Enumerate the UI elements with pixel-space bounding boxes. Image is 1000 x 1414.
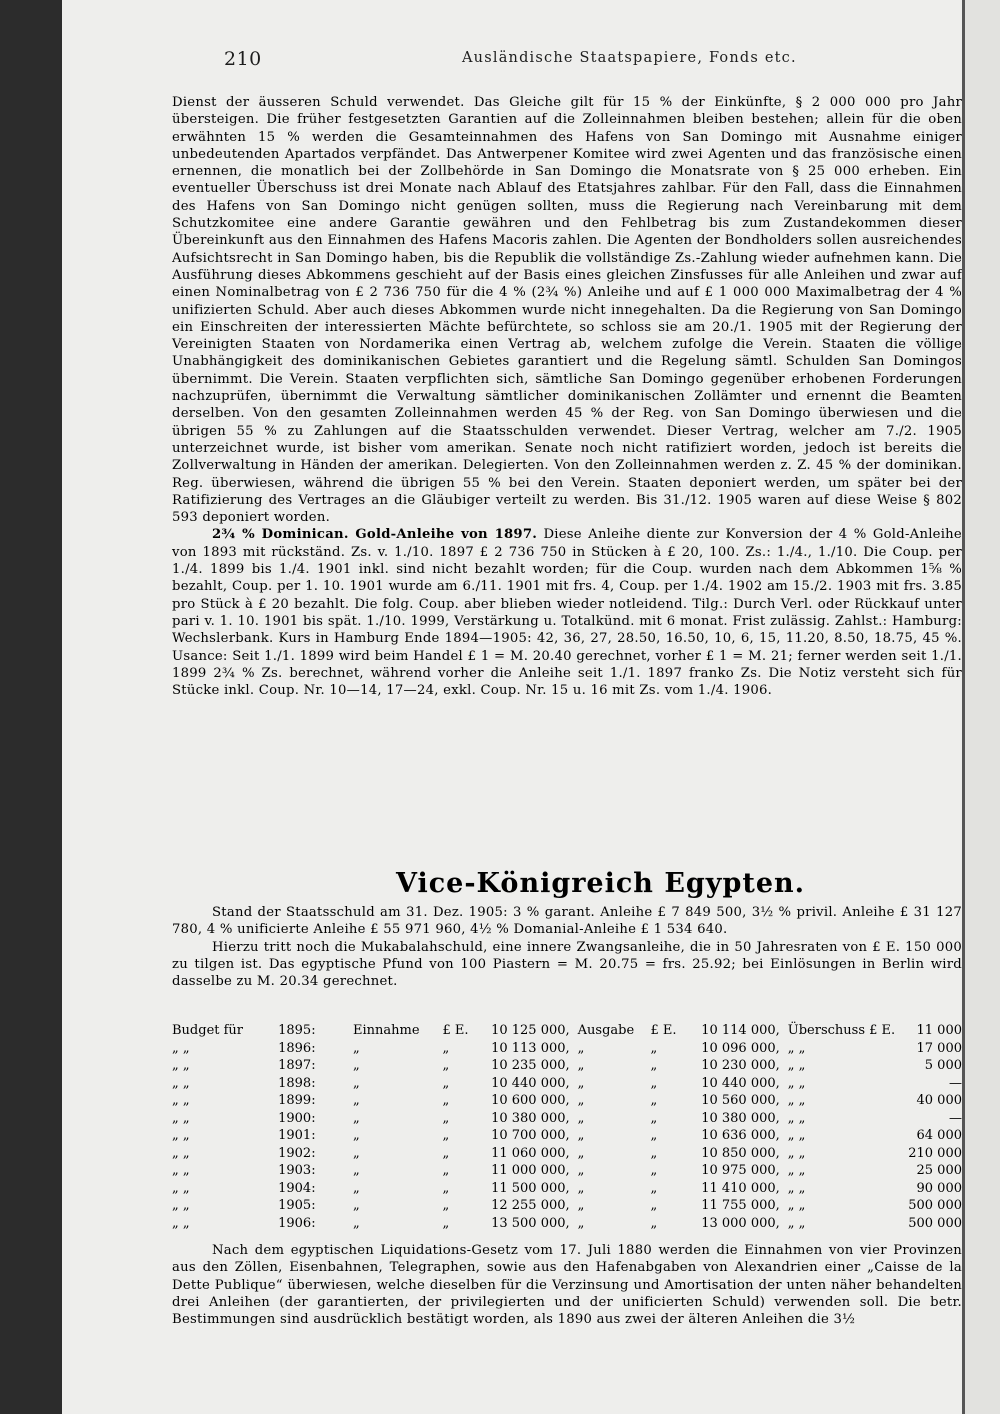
budget-surplus-label-cell: „ „	[787, 1198, 806, 1213]
budget-income-label-cell: „	[353, 1058, 360, 1073]
budget-label-cell: „ „	[172, 1058, 190, 1073]
budget-row	[172, 1057, 962, 1075]
budget-income-cell: 10 113 000,	[491, 1040, 570, 1056]
budget-income-cell: 13 500 000,	[491, 1215, 570, 1231]
budget-year-cell: 1901:	[278, 1128, 316, 1143]
budget-expense-label-cell: „	[577, 1075, 585, 1091]
budget-surplus-cell: 500 000	[908, 1198, 962, 1213]
budget-income-label-cell: „	[353, 1163, 360, 1178]
budget-label-cell: „ „	[172, 1198, 190, 1213]
budget-label-cell: „ „	[172, 1215, 190, 1231]
budget-year-cell: 1899:	[278, 1093, 316, 1108]
budget-surplus-label-cell: „ „	[787, 1128, 806, 1143]
budget-income-cell: 10 380 000,	[491, 1110, 570, 1126]
budget-expense-cell: 11 755 000,	[701, 1198, 780, 1213]
facing-page-edge	[962, 0, 1000, 1414]
budget-label-cell: „ „	[172, 1075, 190, 1091]
budget-surplus-label-cell: „ „	[787, 1093, 806, 1108]
budget-income-cell: 11 060 000,	[491, 1145, 570, 1161]
budget-income-cell: 11 000 000,	[491, 1163, 570, 1178]
budget-surplus-label-cell: „ „	[787, 1075, 806, 1091]
budget-row	[172, 1180, 962, 1198]
budget-expense-label-cell: „	[577, 1110, 585, 1126]
budget-income-currency-cell: „	[442, 1215, 450, 1231]
budget-expense-currency-cell: £ E.	[650, 1023, 677, 1038]
budget-income-label-cell: „	[353, 1180, 360, 1196]
budget-income-cell: 10 125 000,	[491, 1023, 570, 1038]
budget-label-cell: „ „	[172, 1180, 190, 1196]
budget-surplus-label-cell: „ „	[787, 1145, 806, 1161]
budget-surplus-cell: 64 000	[916, 1128, 962, 1143]
budget-expense-currency-cell: „	[650, 1058, 658, 1073]
budget-row	[172, 1127, 962, 1145]
budget-surplus-label-cell: „ „	[787, 1215, 806, 1231]
budget-expense-label-cell: „	[577, 1040, 585, 1056]
budget-surplus-label-cell: „ „	[787, 1058, 806, 1073]
budget-income-currency-cell: „	[442, 1180, 450, 1196]
budget-expense-label-cell: „	[577, 1215, 585, 1231]
budget-income-label-cell: „	[353, 1145, 360, 1161]
page-paper	[62, 0, 962, 1414]
budget-expense-cell: 10 230 000,	[701, 1058, 780, 1073]
budget-surplus-cell: —	[949, 1110, 962, 1126]
budget-surplus-cell: 210 000	[908, 1145, 962, 1161]
budget-expense-cell: 10 636 000,	[701, 1128, 780, 1143]
budget-income-cell: 12 255 000,	[491, 1198, 570, 1213]
budget-expense-cell: 10 114 000,	[701, 1023, 780, 1038]
budget-expense-cell: 10 380 000,	[701, 1110, 780, 1126]
budget-income-currency-cell: „	[442, 1145, 450, 1161]
budget-income-label-cell: „	[353, 1040, 360, 1056]
egypt-mukabalah-paragraph: Hierzu tritt noch die Mukabalahschuld, eine innere Zwangsanleihe, die in 50 Jahresraten von £ E. 150 000 zu tilgen ist. Das egyptische Pfund von 100 Piastern = M. 20.75 = frs. 25.92; bei Einlösungen in Berlin wird dasselbe zu M. 20.34 gerechnet.	[172, 939, 962, 990]
budget-expense-cell: 10 850 000,	[701, 1145, 780, 1161]
budget-surplus-label-cell: „ „	[787, 1180, 806, 1196]
egypt-section-title: Vice-Königreich Egypten.	[396, 868, 806, 899]
budget-year-cell: 1906:	[278, 1215, 316, 1231]
budget-surplus-label-cell: „ „	[787, 1163, 806, 1178]
page-number: 210	[224, 48, 262, 70]
budget-label-cell: Budget für	[172, 1023, 244, 1038]
budget-row	[172, 1145, 962, 1163]
budget-row	[172, 1162, 962, 1180]
budget-surplus-cell: 5 000	[924, 1058, 962, 1073]
budget-row	[172, 1110, 962, 1128]
budget-income-currency-cell: „	[442, 1040, 450, 1056]
budget-income-cell: 11 500 000,	[491, 1180, 570, 1196]
dominican-loan-paragraph	[172, 526, 962, 699]
budget-expense-currency-cell: „	[650, 1215, 658, 1231]
budget-income-currency-cell: „	[442, 1110, 450, 1126]
budget-expense-label-cell: „	[577, 1198, 585, 1213]
budget-label-cell: „ „	[172, 1163, 190, 1178]
budget-year-cell: 1902:	[278, 1145, 316, 1161]
egypt-intro	[172, 904, 962, 990]
budget-label-cell: „ „	[172, 1128, 190, 1143]
budget-surplus-cell: 17 000	[916, 1040, 962, 1056]
budget-income-currency-cell: £ E.	[442, 1023, 469, 1038]
budget-income-label-cell: „	[353, 1093, 360, 1108]
budget-income-currency-cell: „	[442, 1075, 450, 1091]
budget-row	[172, 1075, 962, 1093]
budget-row	[172, 1197, 962, 1215]
budget-surplus-cell: 11 000	[916, 1023, 962, 1038]
budget-expense-label-cell: „	[577, 1180, 585, 1196]
budget-label-cell: „ „	[172, 1145, 190, 1161]
budget-expense-currency-cell: „	[650, 1198, 658, 1213]
budget-income-cell: 10 235 000,	[491, 1058, 570, 1073]
budget-expense-currency-cell: „	[650, 1180, 658, 1196]
budget-expense-currency-cell: „	[650, 1093, 658, 1108]
budget-income-currency-cell: „	[442, 1128, 450, 1143]
budget-row	[172, 1040, 962, 1058]
page-fold	[962, 0, 965, 1414]
budget-income-label-cell: „	[353, 1110, 360, 1126]
budget-surplus-cell: 40 000	[916, 1093, 962, 1108]
budget-expense-currency-cell: „	[650, 1163, 658, 1178]
budget-expense-label-cell: „	[577, 1093, 585, 1108]
budget-surplus-label-cell: Überschuss £ E.	[787, 1023, 896, 1038]
budget-income-cell: 10 440 000,	[491, 1075, 570, 1091]
budget-expense-cell: 10 975 000,	[701, 1163, 780, 1178]
budget-expense-cell: 10 440 000,	[701, 1075, 780, 1091]
budget-label-cell: „ „	[172, 1040, 190, 1056]
budget-table	[172, 1022, 962, 1232]
budget-income-currency-cell: „	[442, 1093, 450, 1108]
budget-expense-currency-cell: „	[650, 1110, 658, 1126]
budget-row	[172, 1092, 962, 1110]
budget-expense-label-cell: „	[577, 1128, 585, 1143]
budget-row	[172, 1215, 962, 1233]
dominican-loan-heading: 2¾ % Dominican. Gold-Anleihe von 1897.	[212, 527, 538, 543]
budget-surplus-cell: —	[949, 1075, 962, 1091]
budget-surplus-cell: 500 000	[908, 1215, 962, 1231]
budget-expense-currency-cell: „	[650, 1128, 658, 1143]
budget-year-cell: 1897:	[278, 1058, 316, 1073]
san-domingo-section	[172, 94, 962, 699]
dominican-loan-text: Diese Anleihe diente zur Konversion der 4 % Gold-Anleihe von 1893 mit rückständ. Zs. v. 1./10. 1897 £ 2 736 750 in Stücken à £ 20, 100. Zs.: 1./4., 1./10. Die Coup. per 1./4. 1899 bis 1./4. 1901 inkl. sind nicht bezahlt worden; für die Coup. wurden nach dem Abkommen 1⅝ % bezahlt, Coup. per 1. 10. 1901 wurde am 6./11. 1901 mit frs. 4, Coup. per 1./4. 1902 am 15./2. 1903 mit frs. 3.85 pro Stück à £ 20 bezahlt. Die folg. Coup. aber blieben wieder notleidend. Tilg.: Durch Verl. oder Rückkauf unter pari v. 1. 10. 1901 bis spät. 1./10. 1999, Verstärkung u. Totalkünd. mit 6 monat. Frist zulässig. Zahlst.: Hamburg: Wechslerbank. Kurs in Hamburg Ende 1894—1905: 42, 36, 27, 28.50, 16.50, 10, 6, 15, 11.20, 8.50, 18.75, 45 %. Usance: Seit 1./1. 1899 wird beim Handel £ 1 = M. 20.40 gerechnet, vorher £ 1 = M. 21; ferner werden seit 1./1. 1899 2¾ % Zs. berechnet, während vorher die Anleihe seit 1./1. 1897 franko Zs. Die Notiz versteht sich für Stücke inkl. Coup. Nr. 10—14, 17—24, exkl. Coup. Nr. 15 u. 16 mit Zs. vom 1./4. 1906.	[172, 527, 962, 699]
liquidation-paragraph: Nach dem egyptischen Liquidations-Gesetz vom 17. Juli 1880 werden die Einnahmen von vier Provinzen aus den Zöllen, Eisenbahnen, Telegraphen, sowie aus den Hafenabgaben von Alexandrien einer „Caisse de la Dette Publique“ überwiesen, welche dieselben für die Verzinsung und Amortisation der unten näher behandelten drei Anleihen (der garantierten, der privilegierten und der unificierten Schuld) verwenden soll. Die betr. Bestimmungen sind ausdrücklich bestätigt worden, als 1890 aus zwei der älteren Anleihen die 3½	[172, 1243, 962, 1328]
budget-expense-label-cell: „	[577, 1058, 585, 1073]
budget-income-label-cell: Einnahme	[353, 1023, 420, 1038]
intro-paragraph: Dienst der äusseren Schuld verwendet. Das Gleiche gilt für 15 % der Einkünfte, § 2 000 000 pro Jahr übersteigen. Die früher festgesetzten Garantien auf die Zolleinnahmen bleiben bestehen; allein für die oben erwähnten 15 % werden die Gesamteinnahmen des Hafens von San Domingo mit Ausnahme einiger unbedeutenden Apartados verpfändet. Das Antwerpener Komitee wird zwei Agenten und das französische einen ernennen, die monatlich bei der Zollbehörde in San Domingo die Monatsrate von § 25 000 erheben. Ein eventueller Überschuss ist drei Monate nach Ablauf des Etatsjahres zahlbar. Für den Fall, dass die Einnahmen des Hafens von San Domingo nicht genügen sollten, muss die Regierung nach Vereinbarung mit dem Schutzkomitee eine andere Garantie gewähren und den Fehlbetrag bis zum Zustandekommen dieser Übereinkunft aus den Einnahmen des Hafens Macoris zahlen. Die Agenten der Bondholders sollen ausreichendes Aufsichtsrecht in San Domingo haben, bis die Republik die vollständige Zs.-Zahlung wieder aufnehmen kann. Die Ausführung dieses Abkommens geschieht auf der Basis eines gleichen Zinsfusses für alle Anleihen und zwar auf einen Nominalbetrag von £ 2 736 750 für die 4 % (2¾ %) Anleihe und auf £ 1 000 000 Maximalbetrag der 4 % unifizierten Schuld. Aber auch dieses Abkommen wurde nicht innegehalten. Da die Regierung von San Domingo ein Einschreiten der interessierten Mächte befürchtete, so schloss sie am 20./1. 1905 mit der Regierung der Vereinigten Staaten von Nordamerika einen Vertrag ab, welchem zufolge die Verein. Staaten die völlige Unabhängigkeit des dominikanischen Gebietes garantiert und die Regelung sämtl. Schulden San Domingos übernimmt. Die Verein. Staaten verpflichten sich, sämtliche San Domingo gegenüber erhobenen Forderungen nachzuprüfen, übernimmt die Verwaltung sämtlicher dominikanischen Zollämter und ernennt die Beamten derselben. Von den gesamten Zolleinnahmen werden 45 % der Reg. von San Domingo überwiesen und die übrigen 55 % zu Zahlungen auf die Staatsschulden verwendet. Dieser Vertrag, welcher am 7./2. 1905 unterzeichnet wurde, ist bisher vom amerikan. Senate noch nicht ratifiziert worden, jedoch ist bereits die Zollverwaltung in Händen der amerikan. Delegierten. Von den Zolleinnahmen werden z. Z. 45 % der dominikan. Reg. überwiesen, während die übrigen 55 % bei den Verein. Staaten deponiert werden, um später bei der Ratifizierung des Vertrages an die Gläubiger verteilt zu werden. Bis 31./12. 1905 waren auf diese Weise § 802 593 deponiert worden.	[172, 95, 962, 526]
budget-surplus-cell: 25 000	[916, 1163, 962, 1178]
budget-expense-label-cell: Ausgabe	[577, 1023, 635, 1038]
budget-label-cell: „ „	[172, 1093, 190, 1108]
budget-year-cell: 1900:	[278, 1110, 316, 1126]
budget-income-currency-cell: „	[442, 1163, 450, 1178]
egypt-liquidation-section	[172, 1242, 962, 1328]
budget-expense-label-cell: „	[577, 1145, 585, 1161]
budget-expense-cell: 10 560 000,	[701, 1093, 780, 1108]
budget-expense-label-cell: „	[577, 1163, 585, 1178]
budget-income-label-cell: „	[353, 1198, 360, 1213]
budget-year-cell: 1895:	[278, 1023, 316, 1038]
budget-surplus-cell: 90 000	[916, 1180, 962, 1196]
budget-year-cell: 1904:	[278, 1180, 316, 1196]
budget-label-cell: „ „	[172, 1110, 190, 1126]
budget-expense-currency-cell: „	[650, 1040, 658, 1056]
budget-expense-currency-cell: „	[650, 1145, 658, 1161]
budget-year-cell: 1896:	[278, 1040, 316, 1056]
budget-expense-cell: 13 000 000,	[701, 1215, 780, 1231]
budget-expense-cell: 10 096 000,	[701, 1040, 780, 1056]
page-content	[172, 40, 962, 80]
budget-income-cell: 10 700 000,	[491, 1128, 570, 1143]
budget-expense-cell: 11 410 000,	[701, 1180, 780, 1196]
budget-surplus-label-cell: „ „	[787, 1110, 806, 1126]
budget-expense-currency-cell: „	[650, 1075, 658, 1091]
page-header	[172, 40, 962, 80]
budget-income-label-cell: „	[353, 1215, 360, 1231]
budget-surplus-label-cell: „ „	[787, 1040, 806, 1056]
budget-income-label-cell: „	[353, 1128, 360, 1143]
budget-income-cell: 10 600 000,	[491, 1093, 570, 1108]
egypt-debt-paragraph: Stand der Staatsschuld am 31. Dez. 1905: 3 % garant. Anleihe £ 7 849 500, 3½ % privil. Anleihe £ 31 127 780, 4 % unificierte Anleihe £ 55 971 960, 4½ % Domanial-Anleihe £ 1 534 640.	[172, 905, 962, 938]
budget-income-currency-cell: „	[442, 1198, 450, 1213]
budget-income-label-cell: „	[353, 1075, 360, 1091]
budget-year-cell: 1898:	[278, 1075, 316, 1091]
budget-row	[172, 1022, 962, 1040]
running-head: Ausländische Staatspapiere, Fonds etc.	[462, 50, 797, 66]
budget-year-cell: 1905:	[278, 1198, 316, 1213]
budget-income-currency-cell: „	[442, 1058, 450, 1073]
budget-year-cell: 1903:	[278, 1163, 316, 1178]
